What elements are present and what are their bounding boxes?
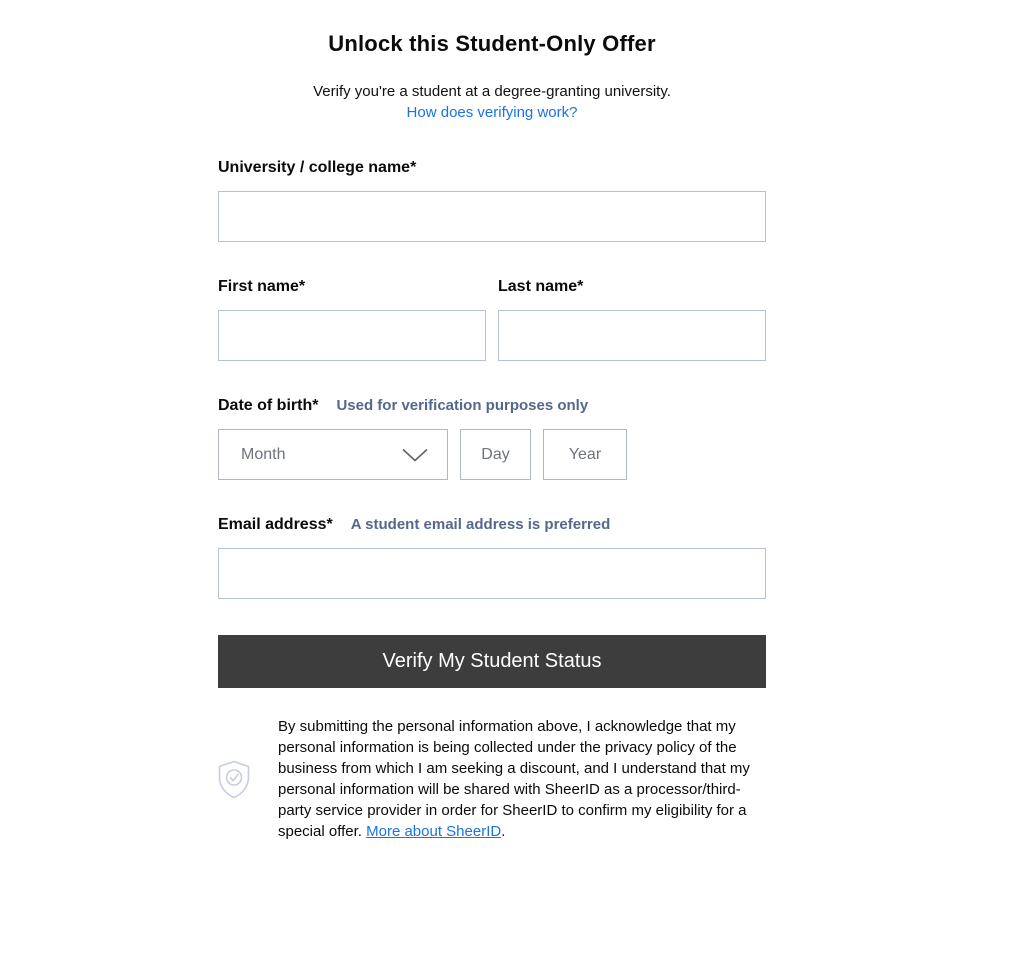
dob-helper-text: Used for verification purposes only: [336, 397, 589, 414]
subtitle-text: Verify you're a student at a degree-granting university.: [313, 83, 671, 100]
first-name-label: First name*: [218, 278, 306, 295]
dob-year-input[interactable]: [543, 429, 627, 480]
email-helper-text: A student email address is preferred: [350, 516, 611, 533]
university-label: University / college name*: [218, 159, 417, 176]
university-field-group: [218, 159, 766, 242]
legal-disclaimer: [218, 716, 766, 842]
email-label: Email address*: [218, 516, 333, 533]
verify-student-status-button[interactable]: Verify My Student Status: [218, 635, 766, 688]
dob-label: Date of birth*: [218, 397, 319, 414]
name-fields-row: [218, 278, 766, 361]
subtitle: [218, 81, 766, 123]
last-name-label: Last name*: [498, 278, 584, 295]
last-name-field-group: [498, 278, 766, 361]
more-about-sheerid-link[interactable]: More about SheerID: [366, 823, 502, 840]
shield-check-icon: [218, 760, 250, 799]
dob-month-select[interactable]: [218, 429, 448, 480]
legal-period: .: [501, 823, 506, 840]
student-offer-form: [218, 0, 766, 842]
page-title: Unlock this Student-Only Offer: [328, 31, 656, 56]
legal-body: By submitting the personal information above, I acknowledge that my personal information is being collected under the privacy policy of the business from which I am seeking a discount, and I understand that my personal information will be shared with SheerID as a processor/third-party service provider in order for SheerID to confirm my eligibility for a special offer.: [278, 718, 750, 840]
university-input[interactable]: [218, 191, 766, 242]
first-name-input[interactable]: [218, 310, 486, 361]
dob-day-input[interactable]: [460, 429, 531, 480]
email-input[interactable]: [218, 548, 766, 599]
first-name-field-group: [218, 278, 486, 361]
dob-month-select-wrap: [218, 429, 448, 480]
last-name-input[interactable]: [498, 310, 766, 361]
dob-field-group: [218, 397, 766, 480]
how-verifying-works-link[interactable]: How does verifying work?: [406, 104, 578, 121]
legal-text: [278, 716, 758, 842]
email-field-group: [218, 516, 766, 599]
